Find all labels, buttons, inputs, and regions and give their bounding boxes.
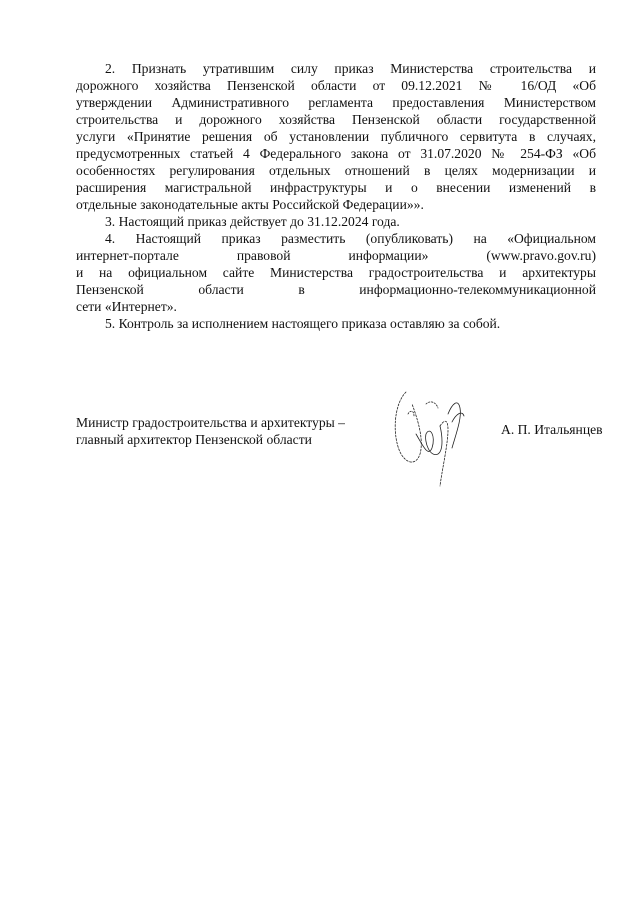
text-line: интернет-портале правовой информации» (www.pravo.gov.ru): [76, 248, 596, 263]
text-line: услуги «Принятие решения об установлении публичного сервитута в случаях,: [76, 129, 596, 144]
document-body: [76, 60, 596, 332]
signatory-title-line-2: главный архитектор Пензенской области: [76, 432, 312, 447]
text-line: 4. Настоящий приказ разместить (опубликовать) на «Официальном: [105, 231, 596, 246]
paragraph-4: [76, 230, 596, 315]
paragraph-5: [76, 315, 596, 332]
text-line: расширения магистральной инфраструктуры и о внесении изменений в: [76, 180, 596, 195]
text-line: отдельные законодательные акты Российской Федерации»».: [76, 197, 424, 212]
signatory-name: А. П. Итальянцев: [501, 422, 603, 437]
text-line: сети «Интернет».: [76, 299, 177, 314]
text-line: 3. Настоящий приказ действует до 31.12.2024 года.: [105, 214, 400, 229]
text-line: дорожного хозяйства Пензенской области от 09.12.2021 № 16/ОД «Об: [76, 78, 596, 93]
text-line: особенностях регулирования отдельных отношений в целях модернизации и: [76, 163, 596, 178]
text-line: предусмотренных статьей 4 Федерального закона от 31.07.2020 № 254-ФЗ «Об: [76, 146, 596, 161]
signature-block: [76, 414, 606, 494]
signatory-title: [76, 414, 345, 448]
text-line: Пензенской области в информационно-телекоммуникационной: [76, 282, 596, 297]
text-line: утверждении Административного регламента предоставления Министерством: [76, 95, 596, 110]
text-line: 2. Признать утратившим силу приказ Министерства строительства и: [105, 61, 596, 76]
handwritten-signature-icon: [386, 374, 476, 494]
text-line: и на официальном сайте Министерства градостроительства и архитектуры: [76, 265, 596, 280]
text-line: 5. Контроль за исполнением настоящего приказа оставляю за собой.: [105, 316, 501, 331]
signatory-title-line-1: Министр градостроительства и архитектуры –: [76, 415, 345, 430]
paragraph-3: [76, 213, 596, 230]
paragraph-2: [76, 60, 596, 213]
text-line: строительства и дорожного хозяйства Пензенской области государственной: [76, 112, 596, 127]
